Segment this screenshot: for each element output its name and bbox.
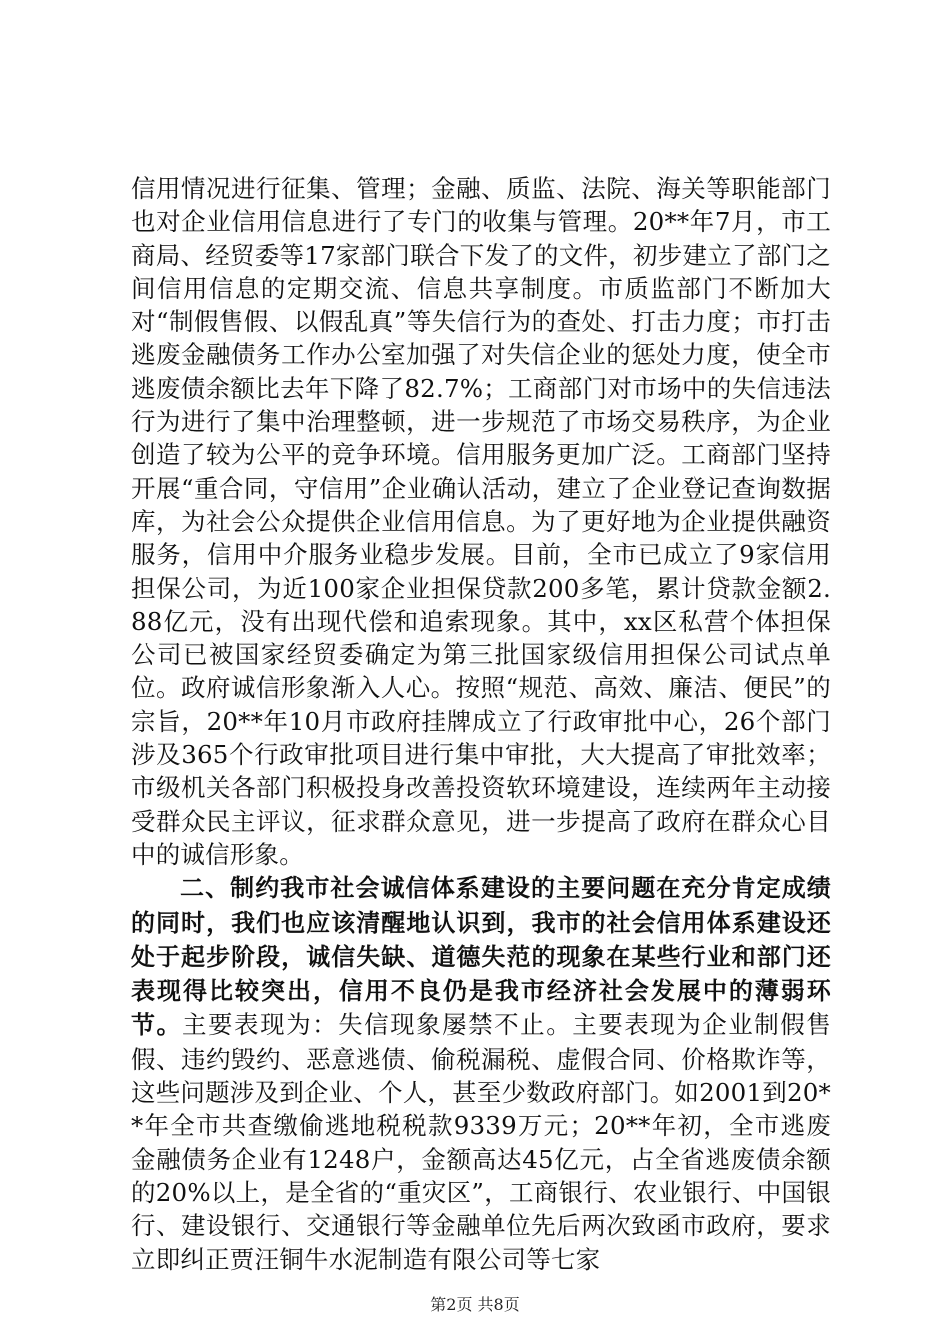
page-footer: 第2页 共8页	[430, 1295, 520, 1314]
section-paragraph	[131, 871, 831, 1276]
section-body-text: 主要表现为：失信现象屡禁不止。主要表现为企业制假售假、违约毁约、恶意逃债、偷税漏税、虚假合同、价格欺诈等，这些问题涉及到企业、个人，甚至少数政府部门。如2001到20**年全市共查缴偷逃地税税款9339万元；20**年初，全市逃废金融债务企业有1248户，金额高达45亿元，占全省逃废债余额的20%以上，是全省的“重灾区”，工商银行、农业银行、中国银行、建设银行、交通银行等金融单位先后两次致函市政府，要求立即纠正贾汪铜牛水泥制造有限公司等七家	[131, 1010, 831, 1274]
body-paragraph: 信用情况进行征集、管理；金融、质监、法院、海关等职能部门也对企业信用信息进行了专门的收集与管理。20**年7月，市工商局、经贸委等17家部门联合下发了的文件，初步建立了部门之间信用信息的定期交流、信息共享制度。市质监部门不断加大对“制假售假、以假乱真”等失信行为的查处、打击力度；市打击逃废金融债务工作办公室加强了对失信企业的惩处力度，使全市逃废债余额比去年下降了82.7%；工商部门对市场中的失信违法行为进行了集中治理整顿，进一步规范了市场交易秩序，为企业创造了较为公平的竞争环境。信用服务更加广泛。工商部门坚持开展“重合同，守信用”企业确认活动，建立了企业登记查询数据库，为社会公众提供企业信用信息。为了更好地为企业提供融资服务，信用中介服务业稳步发展。目前，全市已成立了9家信用担保公司，为近100家企业担保贷款200多笔，累计贷款金额2.88亿元，没有出现代偿和追索现象。其中，xx区私营个体担保公司已被国家经贸委确定为第三批国家级信用担保公司试点单位。政府诚信形象渐入人心。按照“规范、高效、廉洁、便民”的宗旨，20**年10月市政府挂牌成立了行政审批中心，26个部门涉及365个行政审批项目进行集中审批，大大提高了审批效率；市级机关各部门积极投身改善投资软环境建设，连续两年主动接受群众民主评议，征求群众意见，进一步提高了政府在群众心目中的诚信形象。	[131, 174, 831, 869]
document-body	[131, 172, 831, 1276]
section-heading: 二、制约我市社会诚信体系建设的主要问题在充分肯定成绩的同时，我们也应该清醒地认识到，我市的社会信用体系建设还处于起步阶段，诚信失缺、道德失范的现象在某些行业和部门还表现得比较突出，信用不良仍是我市经济社会发展中的薄弱环节。	[131, 874, 831, 1040]
